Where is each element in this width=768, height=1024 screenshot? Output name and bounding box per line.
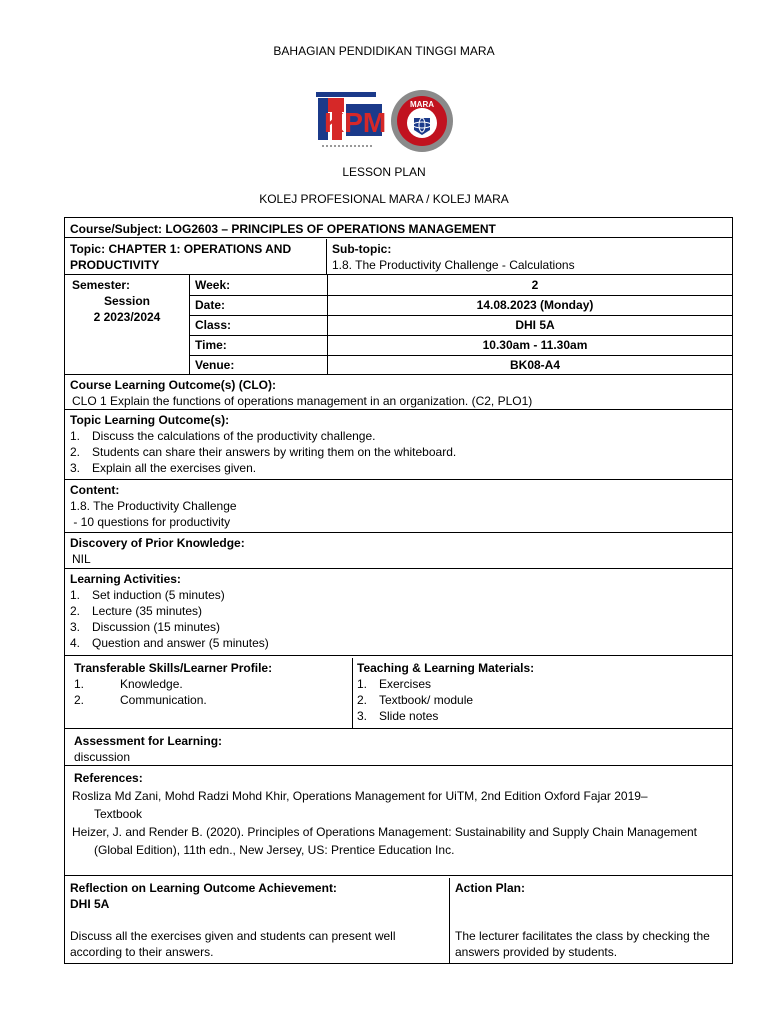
list-item: 2. Communication.	[74, 693, 207, 707]
list-item: 4. Question and answer (5 minutes)	[70, 636, 269, 650]
subtopic	[327, 239, 732, 275]
week-label: Week:	[190, 275, 328, 295]
schedule-row-week	[190, 275, 732, 296]
agency-heading: BAHAGIAN PENDIDIKAN TINGGI MARA	[273, 44, 495, 58]
date-value: 14.08.2023 (Monday)	[476, 298, 594, 312]
reference-item: Rosliza Md Zani, Mohd Radzi Mohd Khir, Operations Management for UiTM, 2nd Edition Oxford Fajar 2019– Textbook	[72, 789, 648, 821]
list-item: 2. Students can share their answers by writing them on the whiteboard.	[70, 445, 457, 459]
clo-text: CLO 1 Explain the functions of operations management in an organization. (C2, PLO1)	[72, 394, 533, 408]
college-heading: KOLEJ PROFESIONAL MARA / KOLEJ MARA	[259, 192, 509, 206]
prior-heading: Discovery of Prior Knowledge:	[70, 536, 245, 550]
activities-heading: Learning Activities:	[70, 572, 181, 586]
reflection-row	[64, 876, 733, 964]
skills-cell	[65, 658, 353, 728]
assessment-text: discussion	[74, 750, 131, 764]
reflection-cell	[65, 878, 450, 963]
schedule-row-venue	[190, 355, 732, 374]
mara-logo-text: MARA	[410, 100, 434, 109]
week-value: 2	[531, 278, 539, 292]
time-value: 10.30am - 11.30am	[482, 338, 588, 352]
schedule-table	[190, 275, 732, 374]
reflection-text: Discuss all the exercises given and students can present well according to their answers.	[70, 929, 396, 959]
list-item: 1. Set induction (5 minutes)	[70, 588, 225, 602]
list-item: 3. Explain all the exercises given.	[70, 461, 257, 475]
content-line-2: - 10 questions for productivity	[70, 515, 231, 529]
schedule-block	[64, 275, 733, 375]
schedule-row-class	[190, 315, 732, 336]
prior-knowledge-section	[64, 533, 733, 569]
subtopic-value: 1.8. The Productivity Challenge - Calculations	[332, 258, 575, 272]
topic-label: Topic: CHAPTER 1: OPERATIONS AND PRODUCTIVITY	[65, 239, 327, 274]
content-line-1: 1.8. The Productivity Challenge	[70, 499, 237, 513]
action-plan-cell	[450, 878, 732, 962]
course-subject: Course/Subject: LOG2603 – PRINCIPLES OF OPERATIONS MANAGEMENT	[70, 222, 496, 236]
list-item: 1. Discuss the calculations of the productivity challenge.	[70, 429, 376, 443]
kpm-logo-text: KPM	[324, 107, 387, 138]
schedule-row-time	[190, 335, 732, 356]
skills-list	[74, 676, 347, 708]
list-item: 3. Slide notes	[357, 709, 439, 723]
document-title: LESSON PLAN	[342, 165, 426, 179]
skills-materials-row	[64, 656, 733, 729]
assessment-section	[64, 729, 733, 766]
reflection-class: DHI 5A	[70, 897, 110, 911]
subtopic-label: Sub-topic:	[332, 242, 392, 256]
materials-list	[357, 676, 727, 724]
activities-section	[64, 569, 733, 656]
time-label: Time:	[190, 335, 328, 355]
content-heading: Content:	[70, 483, 120, 497]
session-value: 2 2023/2024	[93, 310, 161, 324]
action-plan-text: The lecturer facilitates the class by checking the answers provided by students.	[455, 929, 710, 959]
action-plan-heading: Action Plan:	[455, 881, 526, 895]
session-label: Session	[103, 294, 151, 308]
skills-heading: Transferable Skills/Learner Profile:	[74, 661, 273, 675]
assessment-heading: Assessment for Learning:	[74, 734, 223, 748]
tlo-section	[64, 410, 733, 480]
references-heading: References:	[74, 771, 143, 785]
topic-row	[64, 238, 733, 275]
clo-section	[64, 375, 733, 410]
venue-value: BK08-A4	[509, 358, 560, 372]
materials-cell	[353, 658, 732, 726]
clo-heading: Course Learning Outcome(s) (CLO):	[70, 378, 277, 392]
reflection-heading: Reflection on Learning Outcome Achievement:	[70, 881, 337, 895]
list-item: 2. Lecture (35 minutes)	[70, 604, 203, 618]
date-label: Date:	[190, 295, 328, 315]
course-row	[64, 217, 733, 238]
class-label: Class:	[190, 315, 328, 335]
prior-text: NIL	[72, 552, 91, 566]
list-item: 1. Knowledge.	[74, 677, 183, 691]
materials-heading: Teaching & Learning Materials:	[357, 661, 535, 675]
mara-logo	[388, 88, 456, 154]
class-value: DHI 5A	[515, 318, 555, 332]
reference-item: Heizer, J. and Render B. (2020). Principles of Operations Management: Sustainability and Supply Chain Management (Global Edition), 11th edn., New Jersey, US: Prentice Education Inc.	[72, 825, 698, 857]
activities-list	[70, 587, 727, 651]
content-section	[64, 480, 733, 533]
list-item: 3. Discussion (15 minutes)	[70, 620, 221, 634]
list-item: 1. Exercises	[357, 677, 432, 691]
references-section	[64, 766, 733, 876]
schedule-row-date	[190, 295, 732, 316]
venue-label: Venue:	[190, 355, 328, 374]
tlo-list	[70, 428, 727, 476]
semester-label: Semester:	[72, 278, 131, 292]
tlo-heading: Topic Learning Outcome(s):	[70, 413, 230, 427]
semester-cell	[65, 275, 190, 374]
list-item: 2. Textbook/ module	[357, 693, 474, 707]
